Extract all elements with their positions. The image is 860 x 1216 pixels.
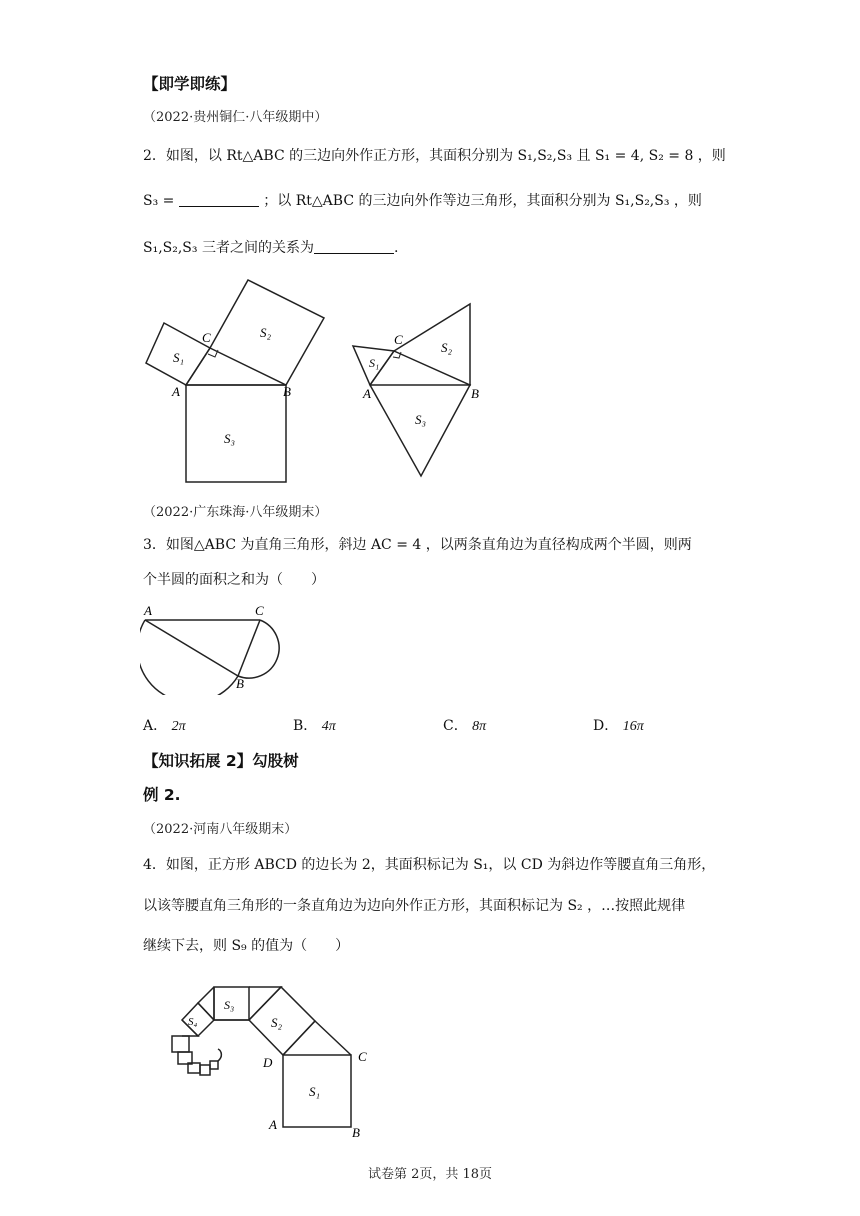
square-s3 xyxy=(186,385,286,482)
label-b: B xyxy=(352,1125,360,1140)
label-a: A xyxy=(172,384,180,399)
option-a-key: A． xyxy=(143,718,168,734)
option-b-key: B． xyxy=(293,718,318,734)
label-c: C xyxy=(358,1049,367,1064)
square-s9 xyxy=(210,1061,218,1069)
q2-line3-end: . xyxy=(393,240,399,256)
square-s5 xyxy=(172,1036,189,1052)
label-s1: S₁ xyxy=(173,350,185,365)
q2-line2 xyxy=(143,191,702,211)
label-s3: S₃ xyxy=(224,998,235,1012)
semicircle-ab xyxy=(140,620,238,695)
label-b: B xyxy=(236,676,244,691)
section-heading-pythagoras-tree: 【知识拓展 2】勾股树 xyxy=(143,752,299,770)
triangle-1 xyxy=(283,1021,351,1055)
label-c: C xyxy=(394,332,403,347)
q2-figure-squares xyxy=(140,270,340,490)
triangle-s2 xyxy=(394,304,470,385)
triangle-s3 xyxy=(370,385,470,476)
option-a[interactable] xyxy=(143,715,186,735)
square-s6 xyxy=(178,1052,192,1064)
semicircle-bc xyxy=(238,620,279,678)
q2-line3 xyxy=(143,238,398,258)
square-s4 xyxy=(182,1003,214,1036)
label-a: A xyxy=(269,1117,277,1132)
q3-line1: 3．如图△ABC 为直角三角形，斜边 AC = 4 ，以两条直角边为直径构成两个半圆，则两 xyxy=(143,537,692,553)
example-label: 例 2. xyxy=(143,786,181,804)
spiral-tail xyxy=(218,1049,221,1061)
q2-line2-rest: ；以 Rt△ABC 的三边向外作等边三角形，其面积分别为 S₁,S₂,S₃ ，则 xyxy=(263,193,702,209)
option-a-value: 2π xyxy=(171,719,186,734)
q4-source: （2022·河南八年级期末） xyxy=(143,822,298,837)
leg-bc xyxy=(238,620,260,676)
q3-source: （2022·广东珠海·八年级期末） xyxy=(143,505,328,520)
q3-figure-semicircles xyxy=(140,600,300,695)
leg-ab xyxy=(145,620,238,676)
option-c[interactable] xyxy=(443,715,486,735)
triangle-3 xyxy=(198,987,214,1020)
q4-line2: 以该等腰直角三角形的一条直角边为边向外作正方形，其面积标记为 S₂ ，…按照此规律 xyxy=(143,898,686,914)
section-heading-practice: 【即学即练】 xyxy=(143,75,237,93)
label-s3: S₃ xyxy=(224,431,236,446)
label-s2: S₂ xyxy=(260,325,272,340)
label-d: D xyxy=(263,1055,273,1070)
option-c-value: 8π xyxy=(472,719,487,734)
q4-line3: 继续下去，则 S₉ 的值为（ ） xyxy=(143,938,350,954)
option-b-value: 4π xyxy=(321,719,336,734)
q2-answer-blank-1[interactable] xyxy=(179,192,259,207)
label-s1: S₁ xyxy=(309,1084,321,1099)
label-a: A xyxy=(144,603,152,618)
label-s4: S₄ xyxy=(188,1016,198,1028)
label-c: C xyxy=(255,603,264,618)
q2-line1: 2．如图，以 Rt△ABC 的三边向外作正方形，其面积分别为 S₁,S₂,S₃ 且 S₁ = 4, S₂ = 8 ，则 xyxy=(143,148,726,164)
label-s3: S₃ xyxy=(415,412,427,427)
option-c-key: C． xyxy=(443,718,468,734)
label-c: C xyxy=(202,330,211,345)
page-footer: 试卷第 2页，共 18页 xyxy=(367,1167,493,1182)
q3-line2: 个半圆的面积之和为（ ） xyxy=(143,572,325,588)
q4-line1: 4．如图，正方形 ABCD 的边长为 2，其面积标记为 S₁，以 CD 为斜边作等腰直角三角形， xyxy=(143,857,716,873)
q2-answer-blank-2[interactable] xyxy=(314,239,394,254)
label-s2: S₂ xyxy=(271,1015,283,1030)
option-d-value: 16π xyxy=(622,719,644,734)
q2-source: （2022·贵州铜仁·八年级期中） xyxy=(143,110,328,125)
option-d[interactable] xyxy=(593,715,644,735)
q2-s3-label: S₃ = xyxy=(143,193,175,209)
square-s8 xyxy=(200,1065,210,1075)
q2-line3-text: S₁,S₂,S₃ 三者之间的关系为 xyxy=(143,240,314,256)
option-b[interactable] xyxy=(293,715,336,735)
label-b: B xyxy=(283,384,291,399)
label-a: A xyxy=(363,386,371,401)
label-b: B xyxy=(471,386,479,401)
q4-figure-spiral xyxy=(160,975,390,1145)
label-s2: S₂ xyxy=(441,340,453,355)
triangle-abc xyxy=(186,348,286,385)
q2-figure-triangles xyxy=(345,296,495,486)
label-s1: S₁ xyxy=(369,356,380,370)
option-d-key: D． xyxy=(593,718,619,734)
